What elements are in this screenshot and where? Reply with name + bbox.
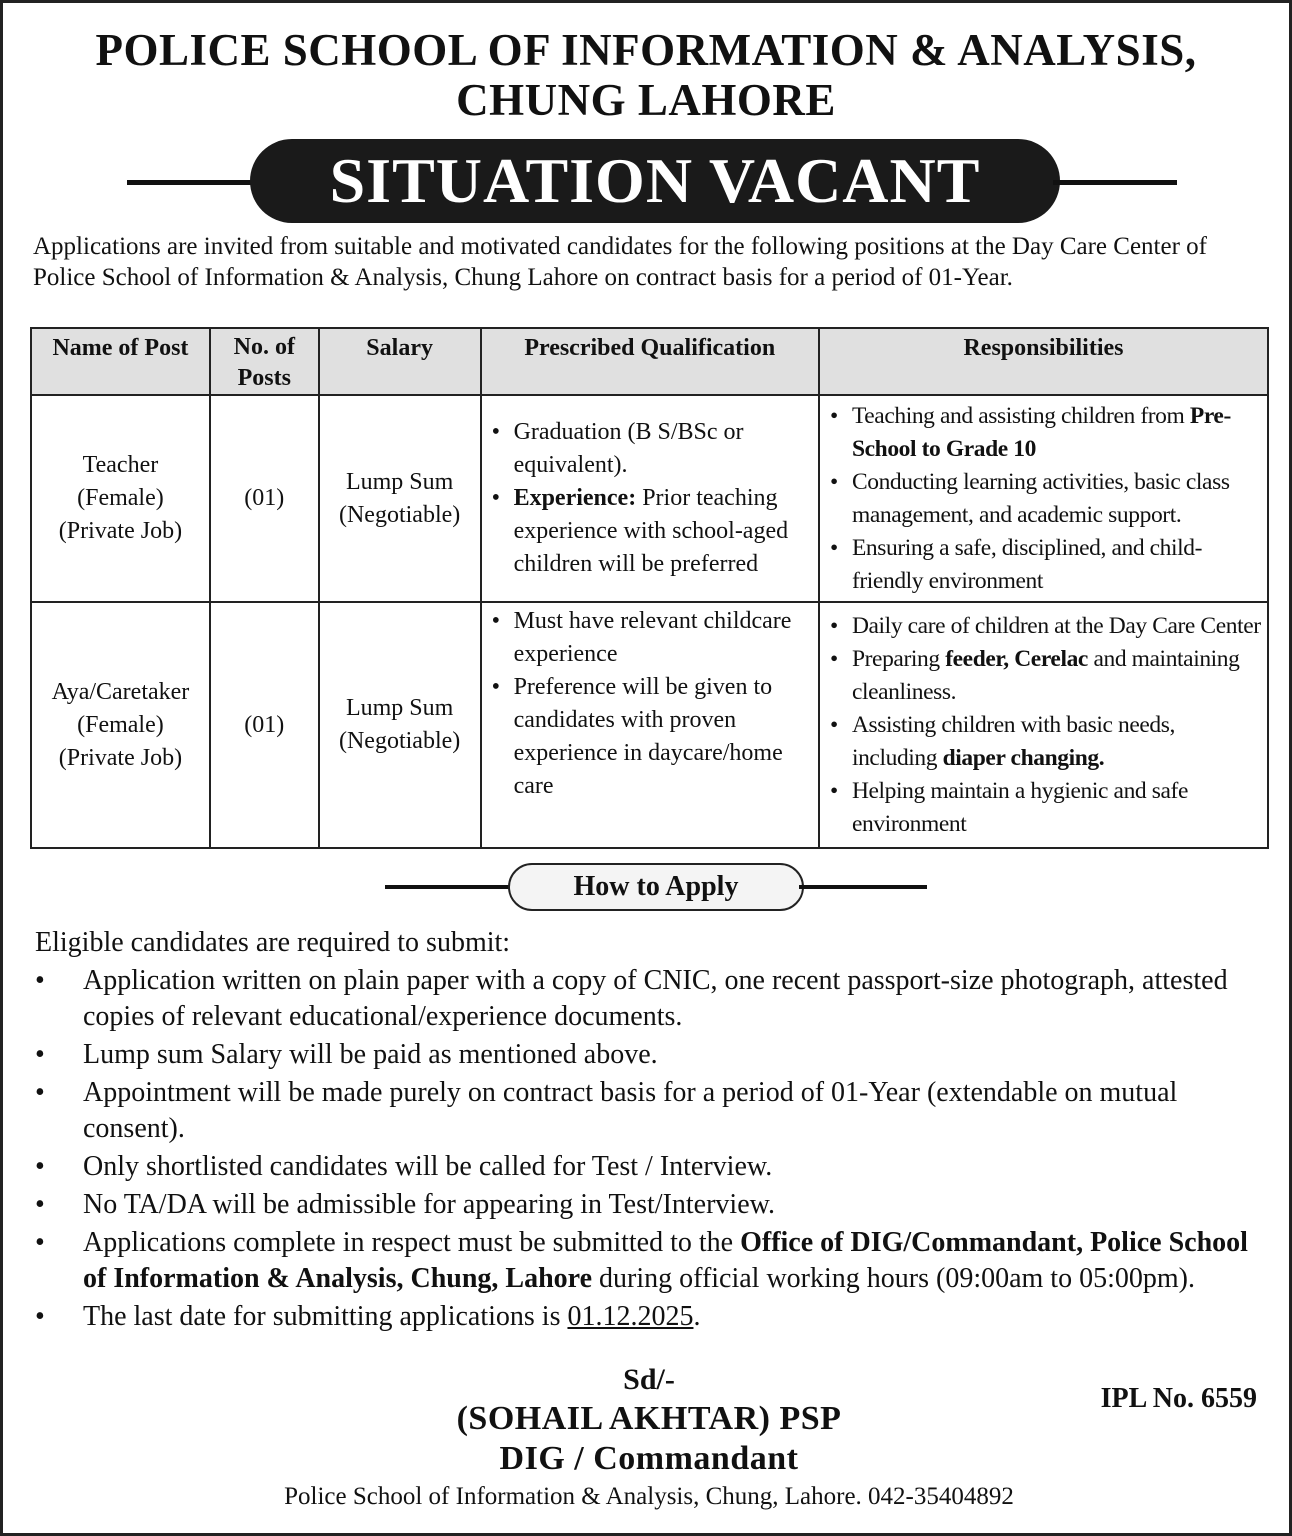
situation-vacant-banner: SITUATION VACANT: [250, 139, 1060, 223]
responsibilities-cell: [819, 602, 1268, 848]
salary-type: Lump Sum: [345, 695, 454, 721]
responsibility-item: [824, 643, 1263, 709]
post-name: Teacher: [82, 452, 159, 478]
post-name-cell: [31, 395, 210, 602]
intro-paragraph: Applications are invited from suitable and motivated candidates for the following positions at the Day Care Center of Police School of Information & Analysis, Chung Lahore on contract basis for a period of 01-Year.: [33, 233, 1207, 291]
header-post: Name of Post: [31, 328, 210, 395]
qualification-item: • Must have relevant childcare experience: [486, 605, 814, 671]
salary-note: (Negotiable): [338, 728, 461, 754]
apply-rule-right: [799, 885, 927, 889]
apply-rule-left: [385, 885, 515, 889]
title-line-1: POLICE SCHOOL OF INFORMATION & ANALYSIS,: [95, 25, 1197, 75]
list-item: • Application written on plain paper with a copy of CNIC, one recent passport-size photograph, attested copies of relevant educational/experience documents.: [35, 963, 1267, 1035]
how-to-apply-body: [35, 925, 1267, 1337]
signatory-address: Police School of Information & Analysis, Chung, Lahore. 042-35404892: [284, 1483, 1014, 1510]
header-qualification: Prescribed Qualification: [481, 328, 819, 395]
salary-cell: [319, 395, 481, 602]
header-salary: Salary: [319, 328, 481, 395]
post-type: (Private Job): [58, 518, 183, 544]
post-name: Aya/Caretaker: [51, 678, 190, 705]
responsibility-text: and maintaining cleanliness.: [851, 645, 1240, 705]
last-date-text: The last date for submitting applications is: [83, 1301, 568, 1332]
submit-text: Applications complete in respect must be submitted to the: [83, 1227, 741, 1258]
table-header-row: [31, 328, 1268, 395]
header-count-line-1: No. of: [233, 334, 295, 360]
responsibility-item: [824, 709, 1263, 775]
responsibility-item: • Helping maintain a hygienic and safe environment: [824, 775, 1263, 841]
qualification-item: [486, 482, 814, 581]
header-count-line-2: Posts: [237, 365, 291, 391]
banner-rule-right: [1053, 180, 1177, 185]
qualification-text: Prior teaching experience with school-aged children will be preferred: [513, 485, 789, 577]
responsibility-item: • Conducting learning activities, basic class management, and academic support.: [824, 466, 1263, 532]
post-gender: (Female): [77, 711, 164, 738]
submit-office: Office of DIG/Commandant, Police School of Information & Analysis, Chung, Lahore: [83, 1227, 1248, 1294]
how-to-apply-heading: How to Apply: [508, 863, 804, 911]
signatory-designation: DIG / Commandant: [499, 1440, 799, 1477]
list-item: [35, 1225, 1267, 1297]
ipl-number: IPL No. 6559: [1100, 1383, 1257, 1414]
responsibilities-cell: [819, 395, 1268, 602]
signatory-name: (SOHAIL AKHTAR) PSP: [456, 1400, 842, 1437]
qualification-item: • Graduation (B S/BSc or equivalent).: [486, 416, 814, 482]
vacancy-table: [30, 327, 1269, 849]
submit-hours: during official working hours (09:00am to 05:00pm).: [592, 1263, 1195, 1294]
responsibility-item: • Ensuring a safe, disciplined, and child-friendly environment: [824, 532, 1263, 598]
responsibility-text: Assisting children with basic needs, including: [851, 711, 1175, 771]
post-gender: (Female): [77, 485, 164, 511]
list-item: • Appointment will be made purely on contract basis for a period of 01-Year (extendable on mutual consent).: [35, 1075, 1267, 1147]
responsibility-emphasis: diaper changing.: [942, 744, 1105, 771]
responsibility-emphasis: feeder, Cerelac: [945, 645, 1088, 672]
table-row: [31, 395, 1268, 602]
page-title: [3, 25, 1289, 125]
last-date-end: .: [693, 1301, 701, 1332]
responsibility-item: [824, 400, 1263, 466]
last-date: 01.12.2025: [567, 1301, 694, 1332]
banner-row: [3, 139, 1289, 225]
table-row: [31, 602, 1268, 848]
apply-lead: Eligible candidates are required to submit:: [35, 927, 511, 958]
banner-rule-left: [127, 180, 257, 185]
list-item: [35, 1299, 1267, 1335]
header-responsibilities: Responsibilities: [819, 328, 1268, 395]
list-item: • No TA/DA will be admissible for appearing in Test/Interview.: [35, 1187, 1267, 1223]
qualification-label: Experience:: [513, 485, 637, 511]
responsibility-text: Preparing: [851, 645, 946, 672]
responsibility-emphasis: Pre-School to Grade 10: [851, 402, 1231, 462]
list-item: • Lump sum Salary will be paid as mentioned above.: [35, 1037, 1267, 1073]
signature-block: [3, 1361, 1292, 1513]
apply-list: [35, 963, 1267, 1335]
post-count: (01): [210, 395, 319, 602]
post-count: (01): [210, 602, 319, 848]
qualification-item: • Preference will be given to candidates with proven experience in daycare/home care: [486, 671, 814, 803]
signature-sd: Sd/-: [623, 1363, 675, 1396]
header-count: [210, 328, 319, 395]
responsibility-text: Teaching and assisting children from: [851, 402, 1190, 429]
how-to-apply-row: [3, 863, 1292, 913]
salary-note: (Negotiable): [338, 501, 461, 528]
qualification-cell: [481, 602, 819, 848]
responsibility-item: • Daily care of children at the Day Care Center: [824, 610, 1263, 643]
qualification-cell: [481, 395, 819, 602]
title-line-2: CHUNG LAHORE: [456, 75, 836, 125]
list-item: • Only shortlisted candidates will be called for Test / Interview.: [35, 1149, 1267, 1185]
salary-cell: [319, 602, 481, 848]
post-type: (Private Job): [58, 744, 183, 771]
post-name-cell: [31, 602, 210, 848]
salary-type: Lump Sum: [345, 468, 454, 495]
